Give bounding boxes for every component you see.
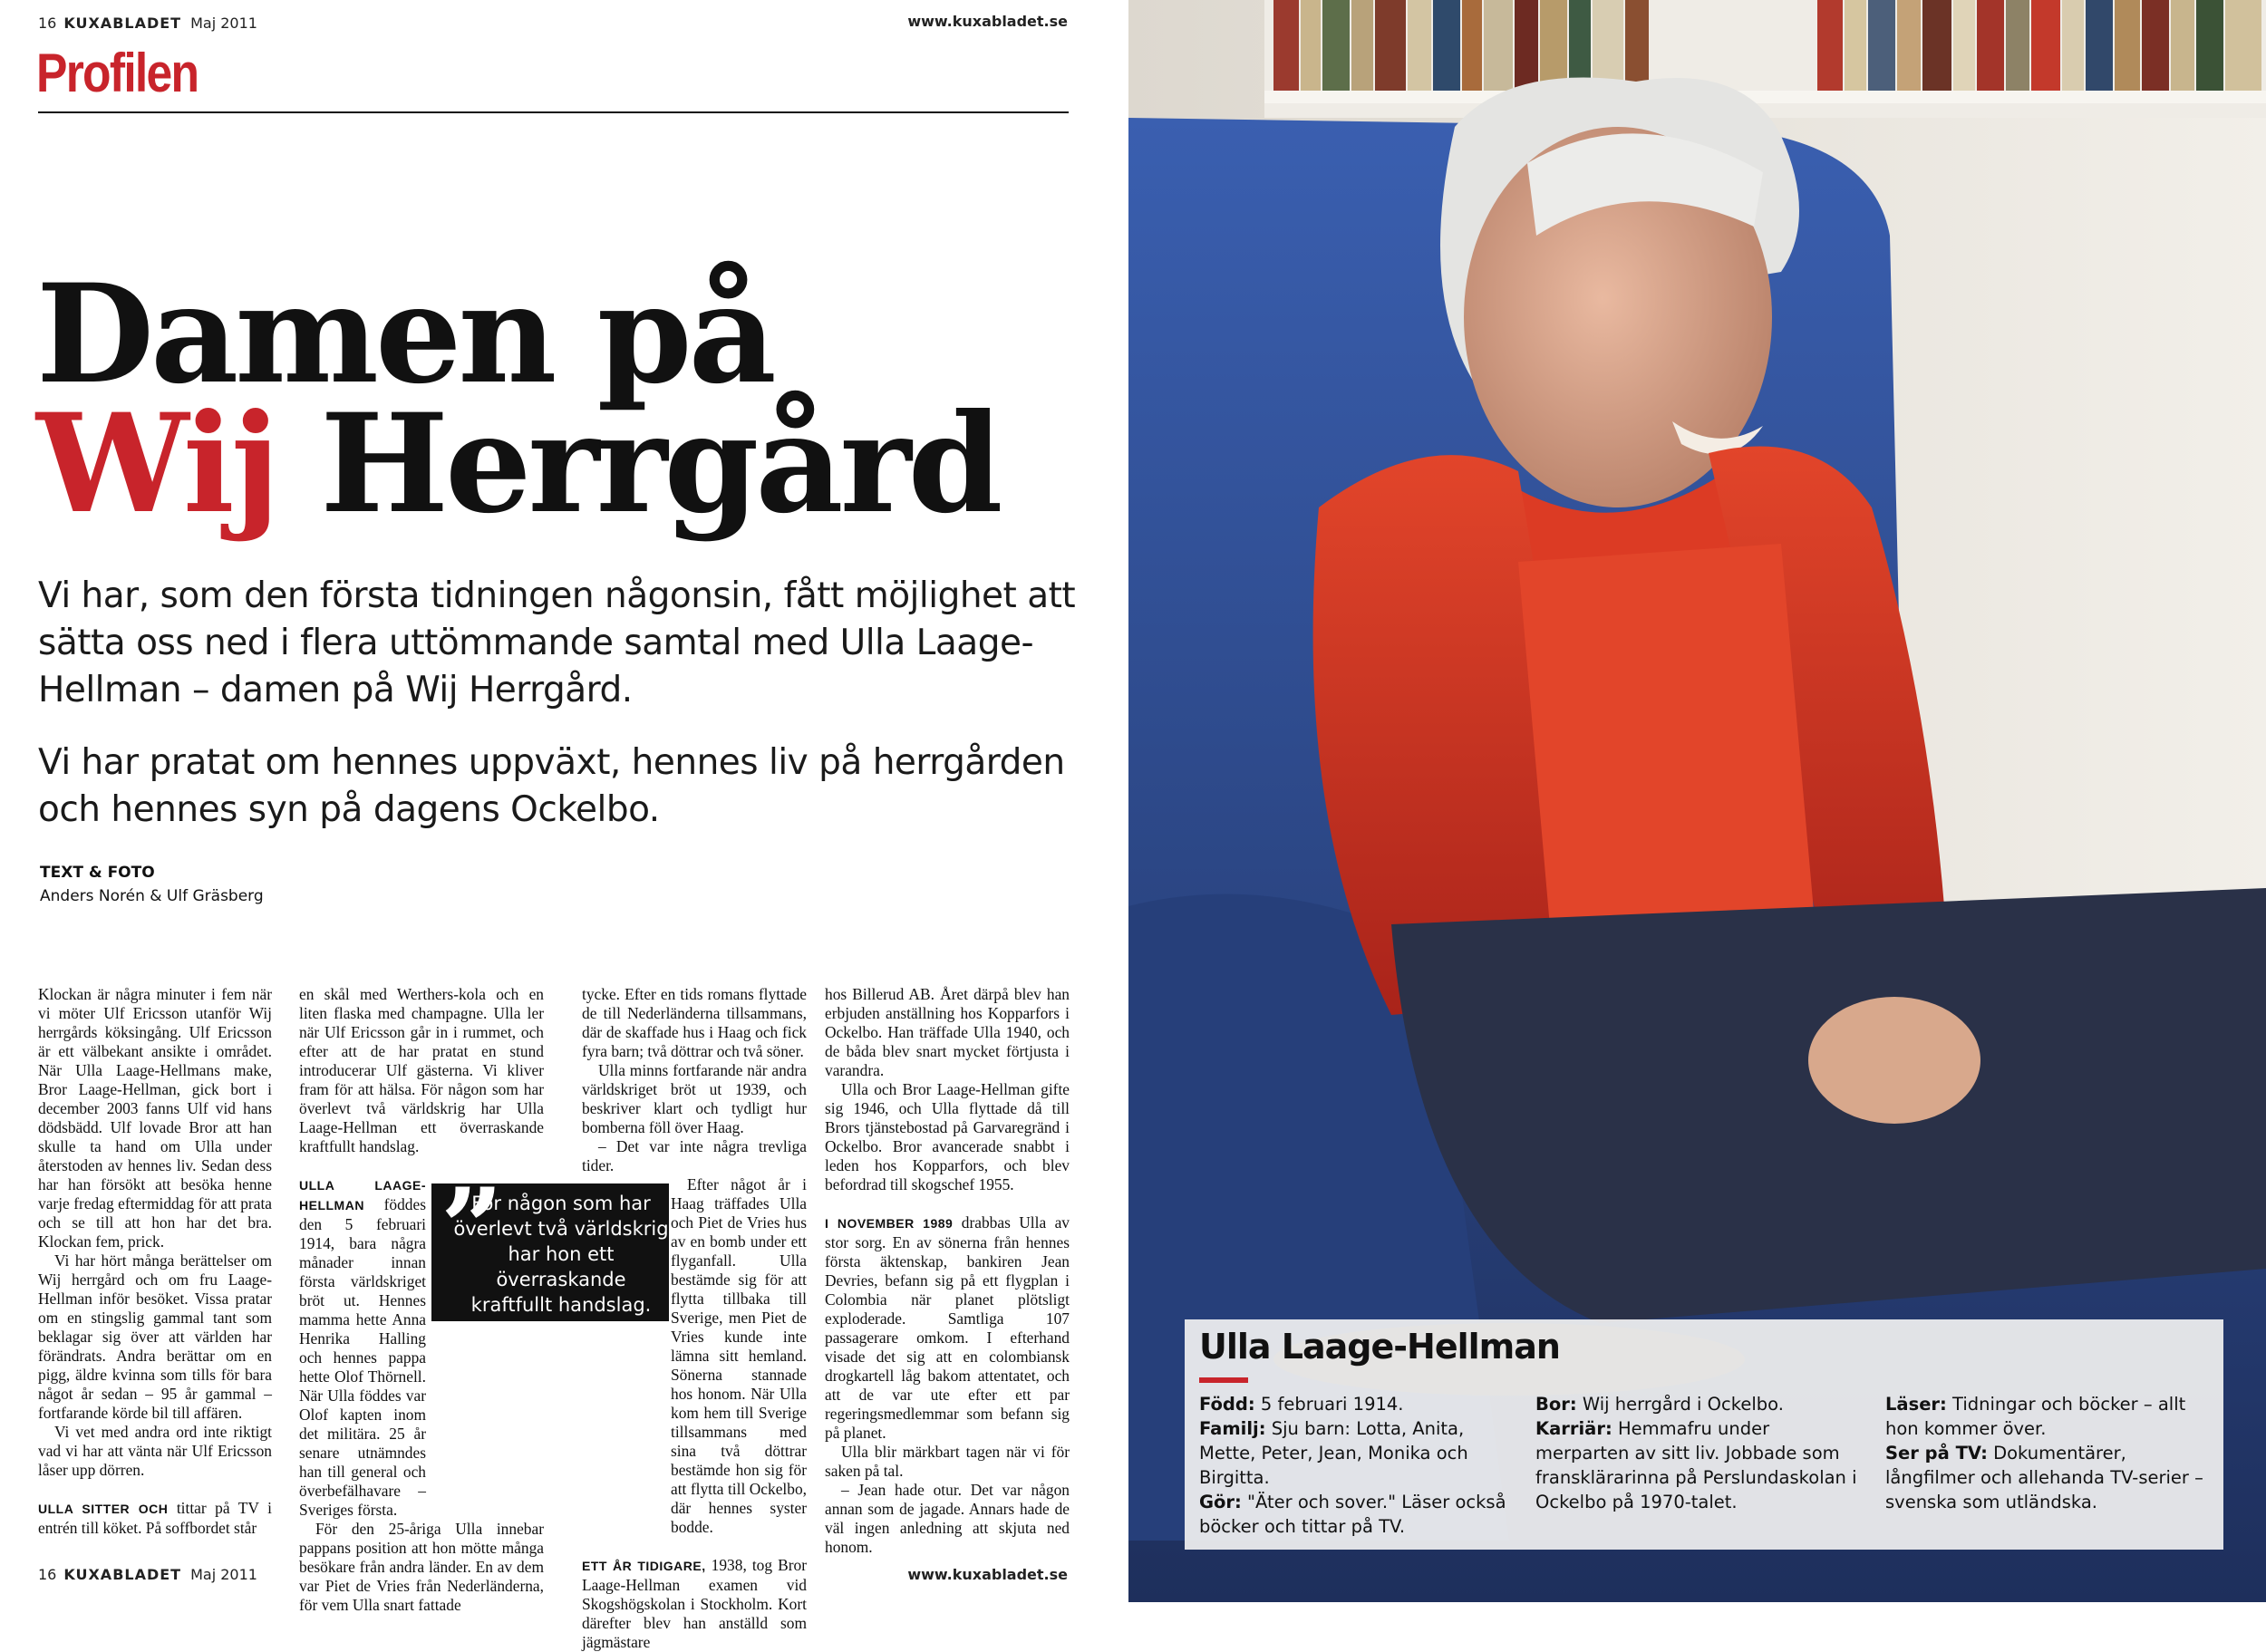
body-paragraph: Ulla och Bror Laage-Hellman gifte sig 1946, och Ulla flyttade då till Brors tjänstebostad på Garvaregränd i Ockelbo. Bror avancerade snabbt i leden hos Kopparfors, och blev befordrad till skogschef 1955.: [825, 1080, 1070, 1193]
website-top: www.kuxabladet.se: [907, 13, 1068, 30]
left-page: [0, 0, 1128, 1651]
body-paragraph: en skål med Werthers-kola och en liten flaska med champagne. Ulla ler när Ulf Ericsson går in i rummet, och efter att de har pratat en stund introducerar Ulf gästerna. Vi kliver fram för att hälsa. För någon som har överlevt två världskrig har Ulla Laage-Hellman ett överraskande kraftfullt handslag.: [299, 985, 544, 1155]
fact-value: "Äter och sover." Läser också böcker och tittar på TV.: [1199, 1492, 1506, 1537]
fact-value: Hemmafru under merparten av sitt liv. Jobbade som fransklärarinna på Perslundaskolan i Ockelbo på 1970-talet.: [1535, 1418, 1857, 1512]
body-paragraph: tycke. Efter en tids romans flyttade de till Nederländerna tillsammans, där de skaffade hus i Haag och fick fyra barn; två döttrar och två söner.: [582, 985, 807, 1060]
body-paragraph: Klockan är några minuter i fem när vi möter Ulf Ericsson utanför Wij herrgårds köksingång. Ulf Ericsson är ett välbekant ansikte i området. När Ulla Laage-Hellmans make, Bror Laage-Hellman, gick bort i december 2003 fanns Ulf vid hans dödsbädd. Ulf lovade Bror att han skulle ta hand om Ulla under återstoden av hennes liv. Sedan dess har han försökt att besöka henne varje fredag eftermiddag för att prata och se till att hon har det bra. Klockan fem, prick.: [38, 985, 272, 1251]
fact-column-3: [1885, 1392, 2212, 1514]
fact-reads: [1885, 1392, 2212, 1441]
lead-paragraph-1: Vi har, som den första tidningen någonsin, fått möjlighet att sätta oss ned i flera uttömmande samtal med Ulla Laage-Hellman – damen på Wij Herrgård.: [38, 575, 1076, 710]
body-paragraph: – Det var inte några trevliga tider.: [582, 1137, 807, 1174]
body-text: 1938, tog Bror Laage-Hellman examen vid Skogshögskolan i Stockholm. Kort därefter blev han anställd som jägmästare: [582, 1556, 807, 1651]
fact-box-accent-bar: [1199, 1377, 1248, 1383]
run-in-caps: ETT ÅR TIDIGARE,: [582, 1559, 706, 1573]
body-column-4: [825, 985, 1070, 1557]
body-paragraph: [825, 1213, 1070, 1443]
body-paragraph: [38, 1499, 272, 1538]
fact-label: Född:: [1199, 1394, 1255, 1415]
fact-column-1: [1199, 1392, 1525, 1539]
issue-date: Maj 2011: [190, 14, 257, 32]
page-footer: [38, 1566, 257, 1583]
headline-line1: Damen på: [36, 255, 773, 414]
fact-career: [1535, 1416, 1862, 1514]
fact-value: Tidningar och böcker – allt hon kommer över.: [1885, 1394, 2186, 1439]
body-paragraph: Vi har hört många berättelser om Wij herrgård och om fru Laage-Hellman inför besöket. Vissa pratar om en stingslig gammal tant som beklagar sig över att världen har förändrats. Andra berättar om en pigg, äldre kvinna som tills för bara något år sedan – 95 år gammal – fortfarande körde bil till affären.: [38, 1251, 272, 1422]
fact-value: 5 februari 1914.: [1254, 1394, 1404, 1415]
paragraph-gap: [825, 1194, 1070, 1213]
fact-label: Bor:: [1535, 1394, 1577, 1415]
hands: [1808, 997, 1980, 1124]
run-in-caps: I NOVEMBER 1989: [825, 1216, 954, 1231]
body-paragraph: [582, 1556, 807, 1652]
shelf-board: [1264, 91, 2266, 103]
pull-quote-text: För någon som har överlevt två världskrig har hon ett överraskande kraftfullt handslag.: [453, 1193, 669, 1316]
brand-name: KUXABLADET: [63, 1566, 182, 1583]
body-text: föddes den 5 februari 1914, bara några månader innan första världskriget bröt ut. Hennes mamma hette Anna Henrika Halling och hennes pappa hette Olof Thörnell. När Ulla föddes var Olof kapten inom det militära. 25 år senare utnämndes han till general och överbefälhavare – Sveriges första.: [299, 1195, 426, 1519]
issue-date: Maj 2011: [190, 1566, 257, 1583]
page-number: 16: [38, 1566, 57, 1583]
photo-page: [1128, 0, 2266, 1602]
brand-name: KUXABLADET: [63, 14, 182, 32]
fact-value: Wij herrgård i Ockelbo.: [1576, 1394, 1784, 1415]
byline: [40, 861, 264, 908]
body-text: tittar på TV i entrén till köket. På soffbordet står: [38, 1499, 272, 1537]
fact-does: [1199, 1490, 1525, 1539]
section-title: Profilen: [36, 43, 199, 103]
page-number: 16: [38, 14, 57, 32]
fact-label: Karriär:: [1535, 1418, 1612, 1439]
headline-red-word: Wij: [36, 384, 277, 544]
fact-label: Familj:: [1199, 1418, 1266, 1439]
run-in-caps: ULLA SITTER OCH: [38, 1502, 169, 1516]
body-paragraph: hos Billerud AB. Året därpå blev han erbjuden anställning hos Kopparfors i Ockelbo. Han träffade Ulla 1940, och de båda blev snart mycket förtjusta i varandra.: [825, 985, 1070, 1079]
byline-names: Anders Norén & Ulf Gräsberg: [40, 887, 264, 905]
fact-family: [1199, 1416, 1525, 1490]
section-rule: [38, 111, 1069, 113]
headline-line2: Herrgård: [276, 384, 1000, 544]
fact-value: Dokumentärer, långfilmer och allehanda TV-serier – svenska som utländska.: [1885, 1443, 2203, 1512]
fact-box: [1185, 1319, 2223, 1550]
body-text: drabbas Ulla av stor sorg. En av sönerna från hennes första äktenskap, bankiren Jean Devries, befann sig på ett flygplan i Colombia när planet plötsligt exploderade. Samtliga 107 passagerare omkom. I efterhand visade det sig att en colombiansk drogkartell låg bakom attentatet, och att de var ute efter ett par regeringsmedlemmar som befann sig på planet.: [825, 1213, 1070, 1442]
website-bottom: www.kuxabladet.se: [907, 1566, 1068, 1583]
fact-box-title: Ulla Laage-Hellman: [1199, 1327, 1560, 1367]
body-paragraph: [299, 1175, 426, 1520]
byline-label: TEXT & FOTO: [40, 864, 155, 882]
fact-label: Gör:: [1199, 1492, 1242, 1512]
pull-quote: [431, 1164, 669, 1321]
fact-born: [1199, 1392, 1525, 1416]
body-column-1: [38, 985, 272, 1538]
body-paragraph: Ulla minns fortfarande när andra världskriget bröt ut 1939, och beskriver klart och tydligt hur bomberna föll över Haag.: [582, 1061, 807, 1136]
body-paragraph: Vi vet med andra ord inte riktigt vad vi har att vänta när Ulf Ericsson låser upp dörren.: [38, 1423, 272, 1479]
quote-mark-icon: ”: [441, 1164, 504, 1292]
body-paragraph: Ulla blir märkbart tagen när vi för saken på tal.: [825, 1443, 1070, 1480]
page-header: [38, 14, 257, 32]
paragraph-gap: [582, 1537, 807, 1556]
fact-lives: [1535, 1392, 1862, 1416]
fact-tv: [1885, 1441, 2212, 1514]
paragraph-gap: [38, 1480, 272, 1499]
body-paragraph: För den 25-åriga Ulla innebar pappans position att hon mötte många besökare från andra länder. En av dem var Piet de Vries från Nederländerna, för vem Ulla snart fattade: [299, 1520, 544, 1614]
body-paragraph: – Jean hade otur. Det var någon annan som de jagade. Annars hade de väl ingen anledning att skjuta ned honom.: [825, 1481, 1070, 1556]
fact-value: Sju barn: Lotta, Anita, Mette, Peter, Jean, Monika och Birgitta.: [1199, 1418, 1468, 1488]
fact-column-2: [1535, 1392, 1862, 1514]
trousers: [1391, 888, 2266, 1323]
body-paragraph: Efter något år i Haag träffades Ulla och Piet de Vries hus av en bomb under ett flyganfall. Ulla bestämde sig för att flytta tillbaka till Sverige, men Piet de Vries kunde inte lämna sitt hemland. Sönerna stannade hos honom. När Ulla kom hem till Sverige tillsammans med sina två döttrar bestämde hon sig för att flytta till Ockelbo, där hennes syster bodde.: [671, 1175, 807, 1536]
headline: [36, 255, 1000, 544]
fact-label: Ser på TV:: [1885, 1443, 1988, 1464]
run-in-caps: ULLA LAAGE-HELLMAN: [299, 1178, 426, 1212]
lead-paragraph-2: Vi har pratat om hennes uppväxt, hennes liv på herrgården och hennes syn på dagens Ockelbo.: [38, 742, 1065, 830]
fact-label: Läser:: [1885, 1394, 1947, 1415]
paragraph-gap: [299, 1156, 544, 1175]
